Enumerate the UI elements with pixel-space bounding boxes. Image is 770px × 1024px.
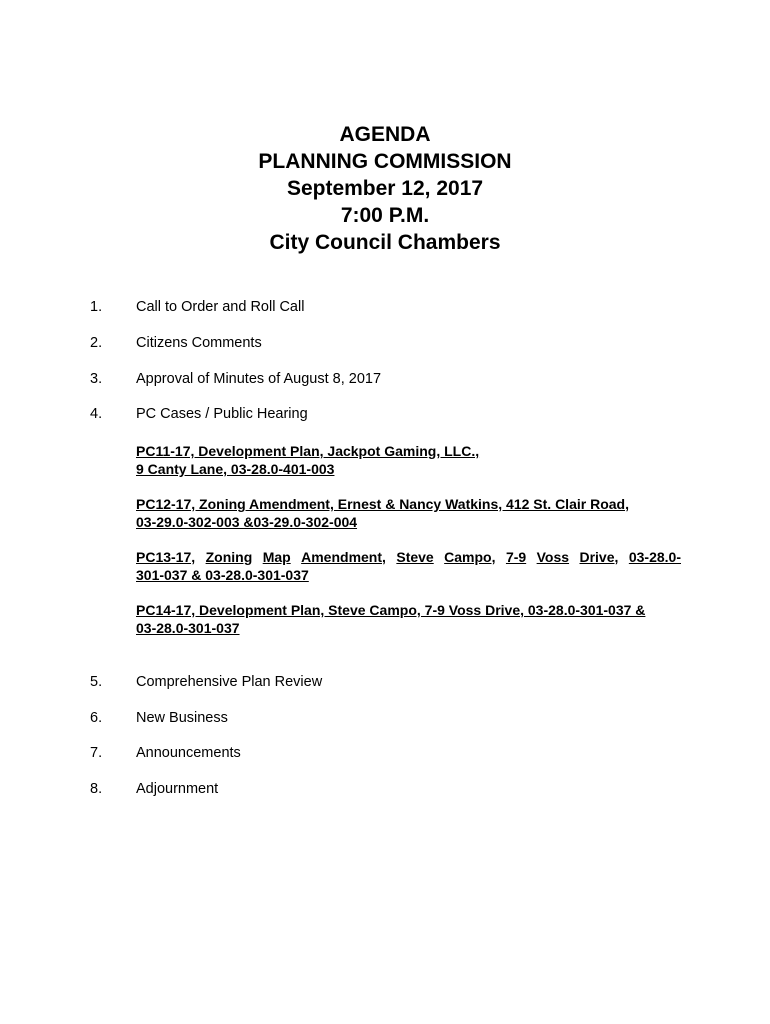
item-text: Adjournment	[136, 781, 219, 797]
agenda-item-1	[90, 298, 304, 316]
case-pc12-17	[136, 495, 681, 531]
case-pc13-17	[136, 548, 681, 584]
case-word: Voss	[536, 549, 570, 565]
item-text: Call to Order and Roll Call	[136, 299, 305, 315]
case-line: PC12-17, Zoning Amendment, Ernest & Nancy Watkins, 412 St. Clair Road,	[136, 496, 629, 512]
item-number: 6.	[90, 710, 103, 726]
agenda-item-3	[90, 370, 381, 388]
agenda-header	[0, 121, 770, 256]
agenda-item-4	[90, 405, 308, 423]
item-number: 7.	[90, 745, 103, 761]
case-line: 301-037 & 03-28.0-301-037	[136, 567, 309, 583]
item-text: Announcements	[136, 745, 241, 761]
item-text: Comprehensive Plan Review	[136, 674, 323, 690]
agenda-title: AGENDA	[339, 123, 431, 146]
case-word: 7-9	[505, 549, 527, 565]
meeting-date: September 12, 2017	[286, 177, 484, 200]
item-text: New Business	[136, 710, 228, 726]
item-number: 1.	[90, 299, 103, 315]
agenda-item-6	[90, 709, 228, 727]
case-line: 03-28.0-301-037	[136, 620, 240, 636]
case-word: Steve	[396, 549, 434, 565]
case-line-justified	[136, 548, 681, 566]
commission-name: PLANNING COMMISSION	[258, 150, 512, 173]
case-line: PC11-17, Development Plan, Jackpot Gaming, LLC.,	[136, 443, 480, 459]
meeting-location: City Council Chambers	[269, 231, 501, 254]
item-number: 4.	[90, 406, 103, 422]
case-word: Map	[262, 549, 291, 565]
item-text: Citizens Comments	[136, 335, 262, 351]
case-word: PC13-17,	[136, 549, 196, 565]
case-line: 9 Canty Lane, 03-28.0-401-003	[136, 461, 335, 477]
agenda-item-8	[90, 780, 218, 798]
case-word: Amendment,	[301, 549, 386, 565]
case-line: 03-29.0-302-003 &03-29.0-302-004	[136, 514, 358, 530]
case-pc11-17	[136, 442, 681, 478]
case-line: PC14-17, Development Plan, Steve Campo, 7-9 Voss Drive, 03-28.0-301-037 &	[136, 602, 646, 618]
item-number: 3.	[90, 371, 103, 387]
item-text: Approval of Minutes of August 8, 2017	[136, 371, 382, 387]
meeting-time: 7:00 P.M.	[340, 204, 430, 227]
case-word: Zoning	[205, 549, 253, 565]
item-number: 8.	[90, 781, 103, 797]
agenda-item-2	[90, 334, 262, 352]
case-word: Drive,	[579, 549, 619, 565]
item-number: 5.	[90, 674, 103, 690]
case-word: 03-28.0-	[628, 549, 681, 565]
agenda-item-5	[90, 673, 322, 691]
item-text: PC Cases / Public Hearing	[136, 406, 308, 422]
case-word: Campo,	[444, 549, 496, 565]
item-number: 2.	[90, 335, 103, 351]
agenda-item-7	[90, 744, 241, 762]
case-pc14-17	[136, 601, 681, 637]
